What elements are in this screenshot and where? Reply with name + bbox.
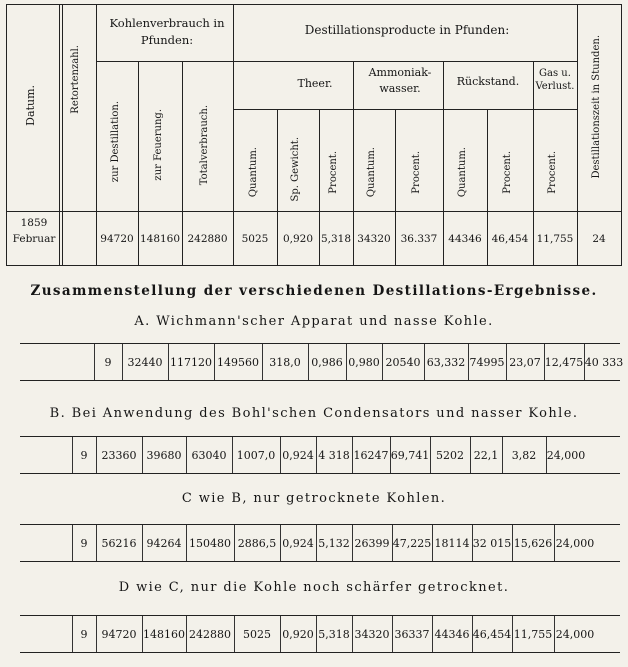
c-retorten: 9 bbox=[80, 536, 88, 550]
header-rueckstand-procent: Procent. bbox=[502, 151, 513, 194]
c-destillation: 56216 bbox=[101, 536, 137, 550]
d-theer: 5025 bbox=[243, 627, 271, 641]
d-ammoniak-procent: 36337 bbox=[394, 627, 430, 641]
header-totalverbrauch: Totalverbrauch. bbox=[199, 105, 210, 186]
b-ammoniak: 16247 bbox=[353, 448, 389, 462]
c-theer: 2886,5 bbox=[237, 536, 277, 550]
header-zur-feuerung: zur Feuerung. bbox=[153, 109, 164, 181]
cell-theer-gewicht: 0,920 bbox=[282, 233, 314, 245]
header-theer-spec-gewicht: Sp. Gewicht. bbox=[290, 137, 301, 202]
header-ammoniakwasser: Ammoniak-wasser. bbox=[368, 66, 432, 95]
a-zeit: 40 333 bbox=[584, 355, 624, 369]
header-destillationsproducte: Destillationsproducte in Pfunden: bbox=[304, 23, 510, 37]
cell-ammoniak-quantum: 34320 bbox=[357, 233, 391, 245]
header-destillationszeit: Destillationszeit in Stunden. bbox=[591, 35, 602, 179]
a-ammoniak: 20540 bbox=[385, 355, 421, 369]
d-gewicht: 0,920 bbox=[282, 627, 314, 641]
c-gas: 15,626 bbox=[513, 536, 553, 550]
section-d-title: D wie C, nur die Kohle noch schärfer getrocknet. bbox=[118, 580, 510, 595]
c-ammoniak-procent: 47,225 bbox=[392, 536, 432, 550]
cell-destillation: 94720 bbox=[100, 233, 134, 245]
section-a-row bbox=[20, 343, 624, 381]
d-gas: 11,755 bbox=[513, 627, 553, 641]
b-gewicht: 0,924 bbox=[282, 448, 314, 462]
b-ammoniak-procent: 69,741 bbox=[390, 448, 430, 462]
header-ammoniak-quantum: Quantum. bbox=[366, 147, 377, 198]
b-feuerung: 39680 bbox=[146, 448, 182, 462]
header-theer: Theer. bbox=[297, 77, 333, 90]
a-gewicht: 0,986 bbox=[311, 355, 343, 369]
header-rueckstand-quantum: Quantum. bbox=[457, 147, 468, 198]
header-rueckstand: Rückstand. bbox=[456, 75, 520, 88]
header-theer-procent: Procent. bbox=[328, 151, 339, 194]
d-retorten: 9 bbox=[80, 627, 88, 641]
d-theer-procent: 5,318 bbox=[318, 627, 350, 641]
header-gas-verlust: Gas u. Verlust. bbox=[535, 68, 575, 92]
b-total: 63040 bbox=[191, 448, 227, 462]
b-theer: 1007,0 bbox=[236, 448, 276, 462]
b-rueckstand: 5202 bbox=[436, 448, 464, 462]
a-rueckstand-procent: 23,07 bbox=[509, 355, 541, 369]
section-b-row bbox=[20, 436, 620, 474]
c-feuerung: 94264 bbox=[146, 536, 182, 550]
header-ammoniak-procent: Procent. bbox=[411, 151, 422, 194]
a-theer: 318,0 bbox=[269, 355, 301, 369]
d-rueckstand-procent: 46,454 bbox=[472, 627, 512, 641]
cell-feuerung: 148160 bbox=[139, 233, 181, 245]
d-total: 242880 bbox=[189, 627, 231, 641]
d-ammoniak: 34320 bbox=[354, 627, 390, 641]
a-ammoniak-procent: 63,332 bbox=[426, 355, 466, 369]
header-zur-destillation: zur Destillation. bbox=[110, 101, 121, 183]
section-b-title: B. Bei Anwendung des Bohl'schen Condensators und nasser Kohle. bbox=[49, 406, 579, 421]
b-zeit: 24,000 bbox=[546, 448, 586, 462]
b-destillation: 23360 bbox=[101, 448, 137, 462]
d-destillation: 94720 bbox=[101, 627, 137, 641]
section-c-row bbox=[20, 524, 620, 562]
section-d-row bbox=[20, 615, 620, 653]
a-feuerung: 117120 bbox=[170, 355, 212, 369]
d-feuerung: 148160 bbox=[143, 627, 185, 641]
row-year: 1859 bbox=[20, 217, 48, 229]
section-c-title: C wie B, nur getrocknete Kohlen. bbox=[181, 491, 447, 506]
a-retorten: 9 bbox=[104, 355, 112, 369]
a-total: 149560 bbox=[217, 355, 259, 369]
a-destillation: 32440 bbox=[127, 355, 163, 369]
a-rueckstand: 74995 bbox=[469, 355, 505, 369]
c-theer-procent: 5,132 bbox=[318, 536, 350, 550]
d-zeit: 24,000 bbox=[555, 627, 595, 641]
a-gas: 12,475 bbox=[544, 355, 584, 369]
c-gewicht: 0,924 bbox=[282, 536, 314, 550]
cell-gas-procent: 11,755 bbox=[536, 233, 574, 245]
d-rueckstand: 44346 bbox=[434, 627, 470, 641]
header-datum: Datum. bbox=[24, 85, 37, 126]
c-ammoniak: 26399 bbox=[354, 536, 390, 550]
cell-rueckstand-quantum: 44346 bbox=[448, 233, 482, 245]
b-retorten: 9 bbox=[80, 448, 88, 462]
c-rueckstand-procent: 32 015 bbox=[472, 536, 512, 550]
c-total: 150480 bbox=[189, 536, 231, 550]
b-gas: 3,82 bbox=[511, 448, 537, 462]
cell-ammoniak-procent: 36.337 bbox=[400, 233, 438, 245]
c-rueckstand: 18114 bbox=[434, 536, 470, 550]
row-month: Februar bbox=[12, 233, 56, 245]
header-kohlenverbrauch: Kohlenverbrauch in Pfunden: bbox=[109, 16, 225, 47]
b-rueckstand-procent: 22,1 bbox=[473, 448, 499, 462]
cell-theer-procent: 5,318 bbox=[320, 233, 352, 245]
header-retortenzahl: Retortenzahl. bbox=[70, 45, 81, 114]
header-gas-procent: Procent. bbox=[547, 151, 558, 194]
c-zeit: 24,000 bbox=[555, 536, 595, 550]
cell-destillationszeit: 24 bbox=[592, 233, 606, 245]
b-theer-procent: 4 318 bbox=[318, 448, 350, 462]
cell-rueckstand-procent: 46,454 bbox=[491, 233, 529, 245]
main-table bbox=[6, 4, 622, 266]
cell-theer-quantum: 5025 bbox=[241, 233, 269, 245]
cell-totalverbrauch: 242880 bbox=[187, 233, 228, 245]
summary-title: Zusammenstellung der verschiedenen Destillations-Ergebnisse. bbox=[30, 283, 598, 299]
section-a-title: A. Wichmann'scher Apparat und nasse Kohle. bbox=[134, 314, 494, 329]
header-theer-quantum: Quantum. bbox=[248, 147, 259, 198]
a-theer-procent: 0,980 bbox=[348, 355, 380, 369]
